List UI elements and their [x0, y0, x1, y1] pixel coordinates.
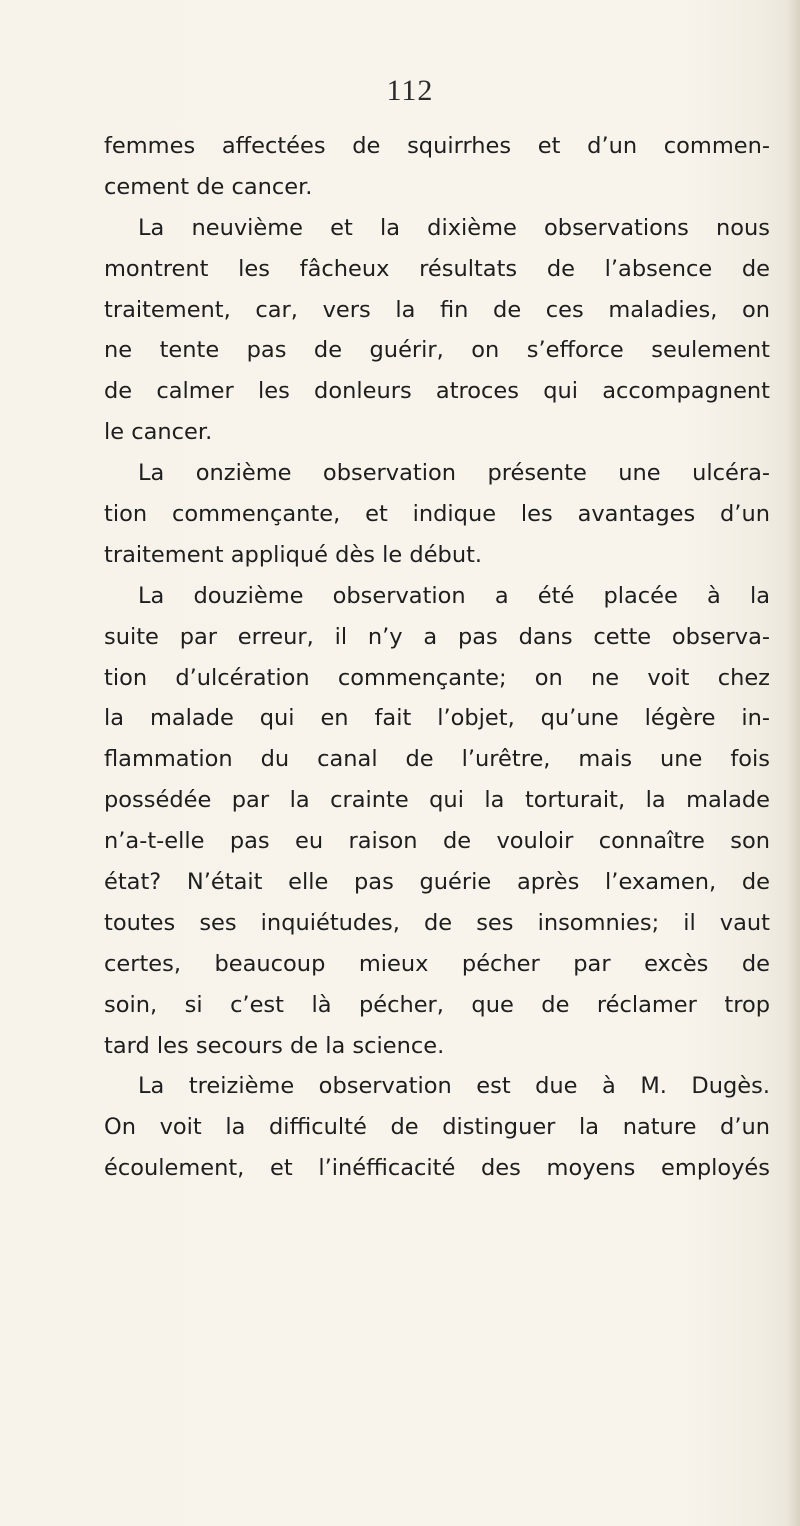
paragraph-first-line: La treizième observation est due à M. Dugès. [138, 1073, 770, 1100]
text-line: suite par erreur, il n’y a pas dans cette observa- [104, 623, 770, 650]
text-line: femmes affectées de squirrhes et d’un commen- [104, 133, 770, 159]
text-line: certes, beaucoup mieux pécher par excès de [104, 950, 770, 977]
text-line: traitement, car, vers la fin de ces maladies, on [104, 296, 770, 323]
page-edge-shadow [786, 0, 800, 1526]
text-line: flammation du canal de l’urêtre, mais une fois [104, 746, 770, 773]
text-line: tion commençante, et indique les avantages d’un [104, 501, 770, 528]
text-line: ne tente pas de guérir, on s’efforce seulement [104, 337, 770, 364]
paragraph-first-line: La onzième observation présente une ulcéra- [138, 460, 770, 487]
text-line: On voit la difficulté de distinguer la nature d’un [104, 1114, 770, 1141]
text-line: la malade qui en fait l’objet, qu’une légère in- [104, 705, 770, 732]
text-line: état? N’était elle pas guérie après l’examen, de [104, 869, 770, 896]
text-line: traitement appliqué dès le début. [104, 541, 483, 568]
text-line: tard les secours de la science. [104, 1032, 445, 1059]
text-line: toutes ses inquiétudes, de ses insomnies; il vaut [104, 909, 770, 936]
page-number: 112 [386, 74, 434, 107]
paragraph-first-line: La douzième observation a été placée à la [138, 582, 770, 609]
text-line: de calmer les donleurs atroces qui accompagnent [104, 378, 770, 405]
text-line: écoulement, et l’inéfficacité des moyens employés [104, 1155, 770, 1182]
paragraph-first-line: La neuvième et la dixième observations nous [138, 214, 770, 241]
text-line: possédée par la crainte qui la torturait, la malade [104, 787, 770, 814]
text-line: cement de cancer. [104, 173, 313, 200]
text-line: n’a-t-elle pas eu raison de vouloir connaître son [104, 828, 770, 855]
text-line: montrent les fâcheux résultats de l’absence de [104, 255, 770, 282]
text-line: le cancer. [104, 419, 213, 446]
text-line: soin, si c’est là pécher, que de réclamer trop [104, 991, 770, 1018]
text-line: tion d’ulcération commençante; on ne voit chez [104, 664, 770, 691]
body-text [104, 126, 770, 1189]
